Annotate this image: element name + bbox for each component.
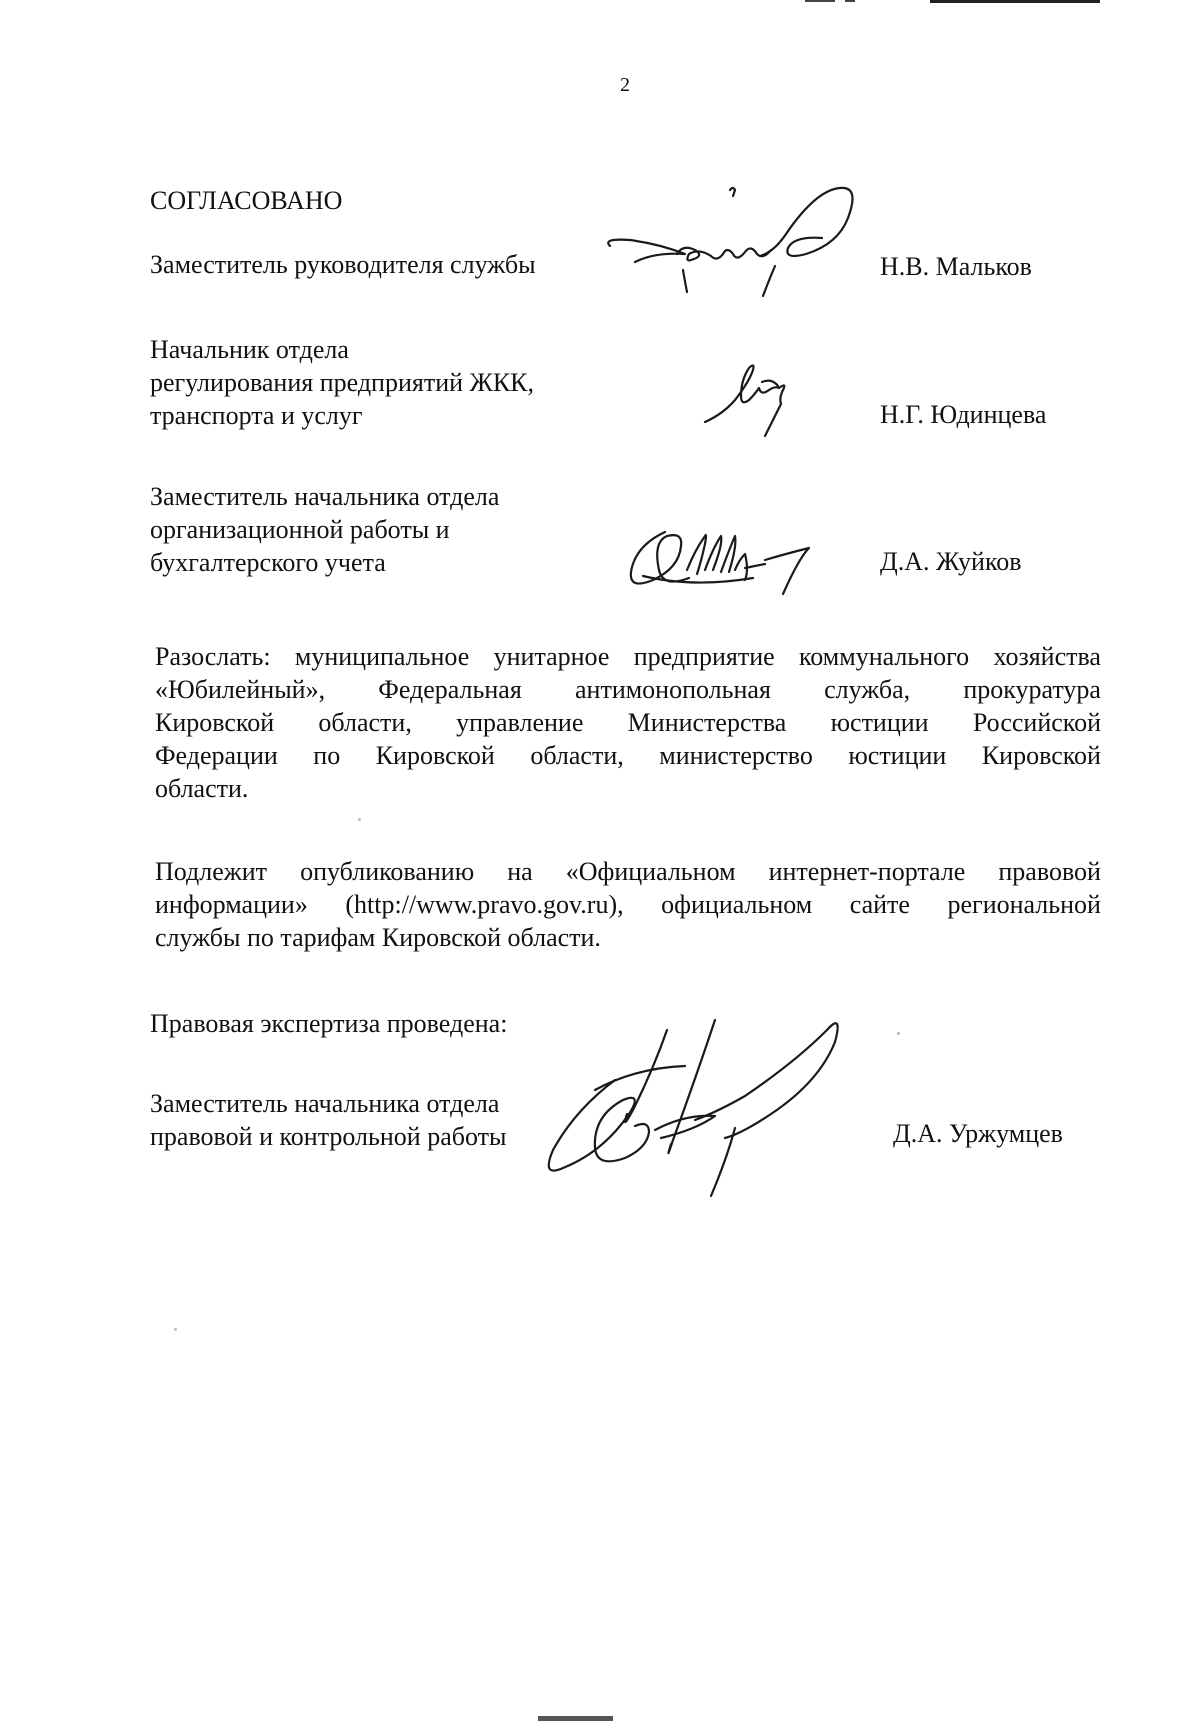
position-line: правовой и контрольной работы: [150, 1122, 507, 1151]
text-line: [155, 921, 1101, 954]
word: прокуратура: [963, 675, 1101, 704]
position-line: транспорта и услуг: [150, 401, 363, 430]
scan-speck: [358, 818, 361, 821]
text-line: [155, 706, 1101, 739]
word: на: [507, 857, 533, 886]
word: (http://www.pravo.gov.ru),: [345, 890, 624, 919]
word: хозяйства: [993, 642, 1101, 671]
word: юстиции: [830, 708, 929, 737]
position-line: Начальник отдела: [150, 335, 349, 364]
word: сайте: [849, 890, 910, 919]
distribution-paragraph: [155, 640, 1101, 805]
word: официальном: [661, 890, 813, 919]
word: Разослать:: [155, 642, 271, 671]
signature-3: [625, 520, 835, 600]
word: области,: [318, 708, 412, 737]
text-line: [155, 640, 1101, 673]
scan-speck: [897, 1032, 900, 1035]
word: Кировской: [155, 708, 275, 737]
word: коммунального: [798, 642, 970, 671]
position-line: Заместитель начальника отдела: [150, 1089, 500, 1118]
word: «Юбилейный»,: [155, 675, 326, 704]
scan-artifact: [805, 0, 835, 2]
position-line: регулирования предприятий ЖКК,: [150, 368, 535, 397]
signatory-3-name: Д.А. Жуйков: [880, 547, 1022, 576]
word: Кировской: [981, 741, 1101, 770]
legal-review-position: [150, 1087, 506, 1153]
word: служба,: [824, 675, 911, 704]
word: Федерации: [155, 741, 278, 770]
signature-1: [595, 178, 895, 328]
word: антимонопольная: [575, 675, 771, 704]
word: Федеральная: [378, 675, 522, 704]
approval-heading: СОГЛАСОВАНО: [150, 186, 343, 215]
text-line: [155, 739, 1101, 772]
position-line: организационной работы и: [150, 515, 450, 544]
publication-paragraph: [155, 855, 1101, 954]
word: унитарное: [493, 642, 610, 671]
signatory-1-name: Н.В. Мальков: [880, 252, 1032, 281]
word: правовой: [998, 857, 1101, 886]
word: муниципальное: [294, 642, 470, 671]
legal-review-name: Д.А. Уржумцев: [893, 1119, 1063, 1148]
word: «Официальном: [565, 857, 736, 886]
word: Подлежит: [155, 857, 268, 886]
word: Министерства: [627, 708, 787, 737]
signatory-2-name: Н.Г. Юдинцева: [880, 400, 1047, 429]
text-line: [155, 673, 1101, 706]
signatory-1-position: [150, 248, 536, 281]
signatory-2-position: [150, 333, 534, 432]
signature-4: [535, 1010, 885, 1210]
word: области,: [530, 741, 624, 770]
position-line: Заместитель руководителя службы: [150, 250, 536, 279]
word: предприятие: [633, 642, 775, 671]
word: юстиции: [848, 741, 947, 770]
word: Российской: [972, 708, 1101, 737]
word: Кировской: [375, 741, 495, 770]
text-line: [155, 772, 1101, 805]
scan-artifact: [930, 0, 1100, 3]
scan-artifact: [538, 1716, 613, 1721]
word: региональной: [947, 890, 1101, 919]
word: управление: [456, 708, 584, 737]
legal-review-heading: Правовая экспертиза проведена:: [150, 1009, 508, 1038]
word: министерство: [659, 741, 813, 770]
scan-artifact: [845, 0, 855, 2]
position-line: Заместитель начальника отдела: [150, 482, 500, 511]
signatory-3-position: [150, 480, 499, 579]
word: интернет-портале: [768, 857, 966, 886]
text-line: [155, 855, 1101, 888]
word: информации»: [155, 890, 308, 919]
word: службы по тарифам Кировской области.: [155, 923, 601, 952]
word: по: [313, 741, 341, 770]
word: опубликованию: [300, 857, 475, 886]
text-line: [155, 888, 1101, 921]
signature-2: [700, 360, 810, 440]
position-line: бухгалтерского учета: [150, 548, 386, 577]
word: области.: [155, 774, 249, 803]
scan-speck: [174, 1328, 177, 1331]
page-number: 2: [620, 74, 630, 96]
